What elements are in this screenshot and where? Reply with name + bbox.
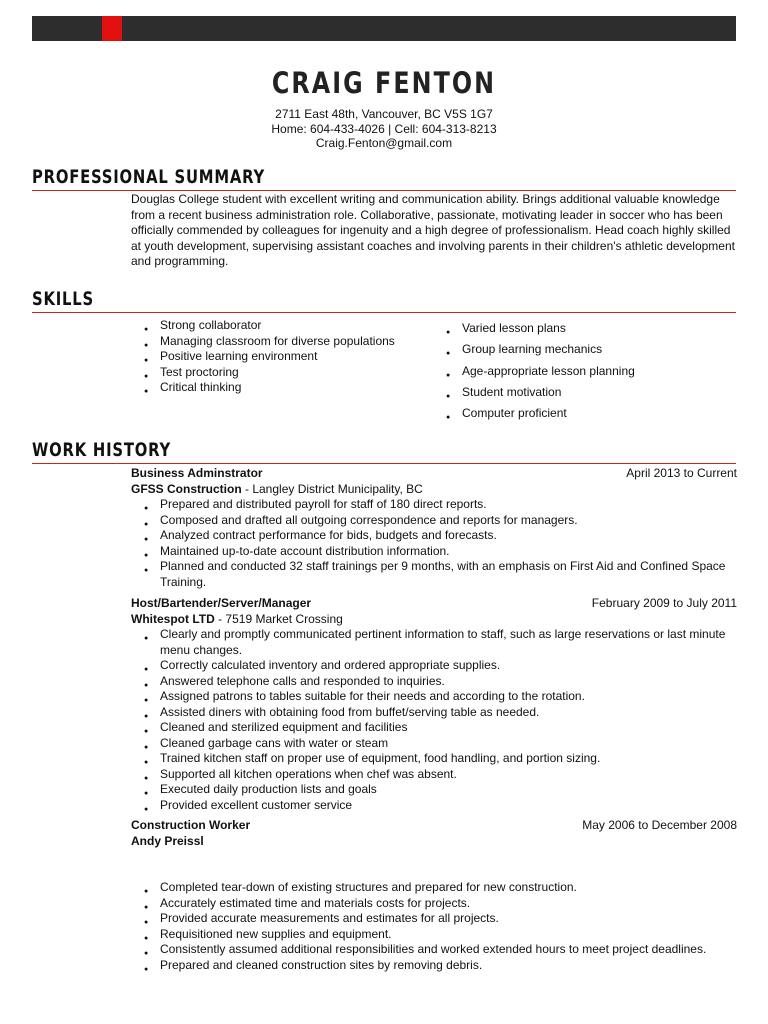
- job-bullet: ● Trained kitchen staff on proper use of equipment, food handling, and portion sizing.: [131, 751, 737, 767]
- section-heading-summary: [32, 165, 736, 191]
- job-entry: [131, 466, 737, 590]
- job-bullet: ● Cleaned garbage cans with water or steam: [131, 736, 737, 752]
- job-bullet: ● Assisted diners with obtaining food from buffet/serving table as needed.: [131, 705, 737, 721]
- job-entry: [131, 818, 737, 973]
- address: 2711 East 48th, Vancouver, BC V5S 1G7: [275, 107, 493, 121]
- job-location: - Langley District Municipality, BC: [241, 481, 423, 496]
- section-title: SKILLS: [32, 288, 94, 310]
- job-location: - 7519 Market Crossing: [214, 611, 343, 626]
- summary-text: Douglas College student with excellent writing and communication ability. Brings additional valuable knowledge from a recent business administration role. Collaborative, passionate, motivating leader in soccer who has been officially commended by colleagues for ingenuity and a high degree of professionalism. Head coach highly skilled at youth development, supervising assistant coaches and involving parents in their children's athletic development and programming.: [131, 192, 735, 269]
- job-bullet: ● Provided accurate measurements and estimates for all projects.: [131, 911, 737, 927]
- section-heading-skills: [32, 287, 736, 313]
- job-bullet: ● Correctly calculated inventory and ordered appropriate supplies.: [131, 658, 737, 674]
- skill-item: ● Student motivation: [433, 382, 635, 403]
- header-bar: [32, 16, 736, 41]
- job-dates: February 2009 to July 2011: [591, 596, 737, 610]
- job-bullet: ● Accurately estimated time and materials costs for projects.: [131, 896, 737, 912]
- job-bullet: ● Executed daily production lists and goals: [131, 782, 737, 798]
- skill-item: ● Critical thinking: [131, 380, 395, 396]
- job-title: Construction Worker: [131, 818, 251, 832]
- job-bullet: ● Composed and drafted all outgoing correspondence and reports for managers.: [131, 513, 737, 529]
- skill-item: ● Group learning mechanics: [433, 339, 635, 360]
- job-entry: [131, 596, 737, 813]
- job-bullet: ● Planned and conducted 32 staff trainings per 9 months, with an emphasis on First Aid and Confined Space Training.: [131, 559, 737, 590]
- phone-numbers: Home: 604-433-4026 | Cell: 604-313-8213: [271, 121, 497, 136]
- skill-item: ● Managing classroom for diverse populations: [131, 334, 395, 350]
- job-bullet: ● Clearly and promptly communicated pertinent information to staff, such as large reservations or last minute menu changes.: [131, 627, 737, 658]
- job-bullet: ● Provided excellent customer service: [131, 798, 737, 814]
- job-bullet: ● Prepared and distributed payroll for staff of 180 direct reports.: [131, 497, 737, 513]
- candidate-name: CRAIG FENTON: [271, 66, 497, 100]
- job-bullet: ● Maintained up-to-date account distribution information.: [131, 544, 737, 560]
- job-company: Andy Preissl: [131, 833, 204, 848]
- job-company: GFSS Construction: [131, 481, 242, 496]
- job-bullet: ● Analyzed contract performance for bids, budgets and forecasts.: [131, 528, 737, 544]
- job-bullet: ● Supported all kitchen operations when chef was absent.: [131, 767, 737, 783]
- header-accent-block: [102, 16, 122, 41]
- job-title: Host/Bartender/Server/Manager: [131, 596, 312, 610]
- skills-column-right: [433, 318, 635, 424]
- email: Craig.Fenton@gmail.com: [315, 136, 453, 150]
- spacer: [131, 849, 737, 880]
- skill-item: ● Varied lesson plans: [433, 318, 635, 339]
- section-title: PROFESSIONAL SUMMARY: [32, 166, 266, 188]
- section-heading-work-history: [32, 438, 736, 464]
- job-bullet: ● Assigned patrons to tables suitable for their needs and according to the rotation.: [131, 689, 737, 705]
- skill-item: ● Strong collaborator: [131, 318, 395, 334]
- skill-item: ● Age-appropriate lesson planning: [433, 361, 635, 382]
- job-company: Whitespot LTD: [131, 611, 215, 626]
- skills-column-left: [131, 318, 395, 396]
- job-bullet: ● Requisitioned new supplies and equipment.: [131, 927, 737, 943]
- job-bullet: ● Prepared and cleaned construction sites by removing debris.: [131, 958, 737, 974]
- section-title: WORK HISTORY: [32, 439, 171, 461]
- skill-item: ● Computer proficient: [433, 403, 635, 424]
- contact-block: [0, 107, 768, 151]
- job-bullet: ● Consistently assumed additional responsibilities and worked extended hours to meet project deadlines.: [131, 942, 737, 958]
- skill-item: ● Test proctoring: [131, 365, 395, 381]
- job-title: Business Adminstrator: [131, 466, 263, 480]
- skill-item: ● Positive learning environment: [131, 349, 395, 365]
- job-bullet: ● Completed tear-down of existing structures and prepared for new construction.: [131, 880, 737, 896]
- job-dates: May 2006 to December 2008: [582, 818, 737, 832]
- job-dates: April 2013 to Current: [626, 466, 737, 480]
- job-bullet: ● Cleaned and sterilized equipment and facilities: [131, 720, 737, 736]
- job-bullet: ● Answered telephone calls and responded to inquiries.: [131, 674, 737, 690]
